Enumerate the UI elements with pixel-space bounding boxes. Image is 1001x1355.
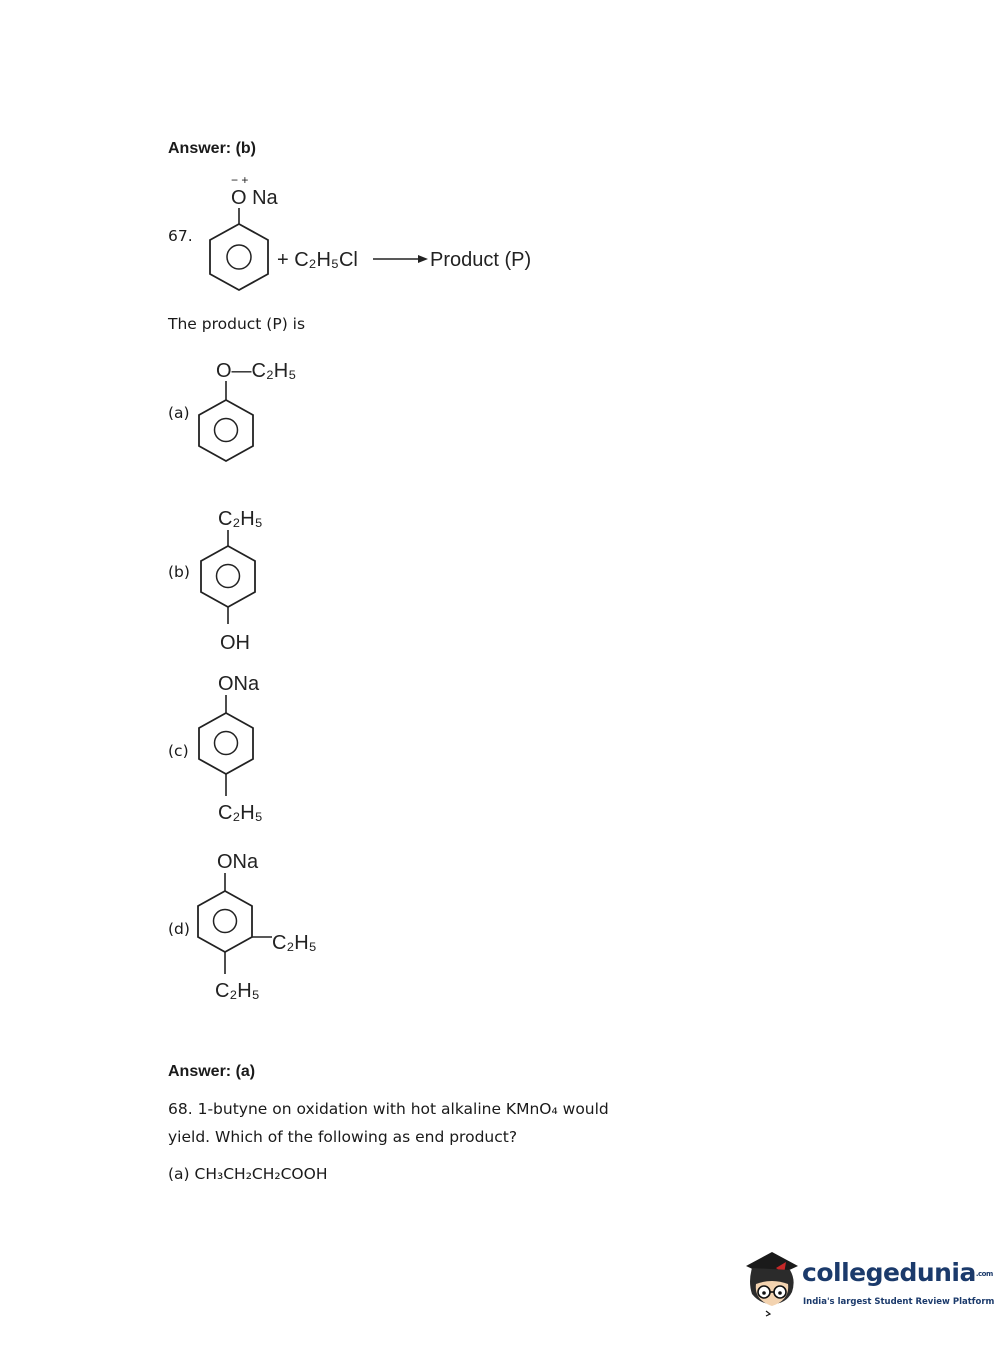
answer-67: Answer: (a): [168, 1063, 256, 1080]
option-c-top-group: ONa: [218, 673, 260, 695]
option-b-top-group: C₂H₅: [218, 508, 263, 530]
option-c-label: (c): [168, 742, 189, 760]
question-67-number: 67.: [168, 227, 193, 245]
phenoxide-substituent: O Na: [231, 187, 278, 209]
product-label: Product (P): [430, 249, 532, 271]
option-d-structure: [190, 846, 350, 1011]
option-d-label: (d): [168, 920, 190, 938]
option-d-bottom-group: C₂H₅: [215, 980, 260, 1002]
option-b-label: (b): [168, 563, 190, 581]
collegedunia-logo: [742, 1248, 995, 1318]
option-d-top-group: ONa: [217, 851, 259, 873]
brand-suffix: .com: [975, 1270, 993, 1278]
option-b-bottom-group: OH: [220, 632, 250, 654]
brand-name: collegedunia.com: [802, 1258, 993, 1287]
answer-66: Answer: (b): [168, 140, 256, 157]
option-a-label: (a): [168, 404, 190, 422]
question-67-prompt: The product (P) is: [168, 315, 306, 333]
question-68-line-2: yield. Which of the following as end product?: [168, 1128, 518, 1146]
option-c-structure: [190, 668, 330, 833]
brand-tagline: India's largest Student Review Platform: [803, 1297, 995, 1307]
option-c-bottom-group: C₂H₅: [218, 802, 263, 824]
option-a-top-group: O—C₂H₅: [216, 360, 297, 382]
reaction-scheme: [205, 172, 550, 297]
option-a-structure: [190, 352, 330, 467]
ion-charges: − +: [231, 173, 249, 187]
question-68-line-1: 68. 1-butyne on oxidation with hot alkaline KMnO₄ would: [168, 1100, 609, 1118]
option-d-side-group: C₂H₅: [272, 932, 317, 954]
reagent: + C₂H₅Cl: [277, 249, 358, 271]
benzene-ring: [210, 224, 268, 290]
option-b-structure: [190, 500, 330, 660]
mascot-icon: [742, 1248, 802, 1316]
question-68-option-a: (a) CH₃CH₂CH₂COOH: [168, 1165, 328, 1183]
